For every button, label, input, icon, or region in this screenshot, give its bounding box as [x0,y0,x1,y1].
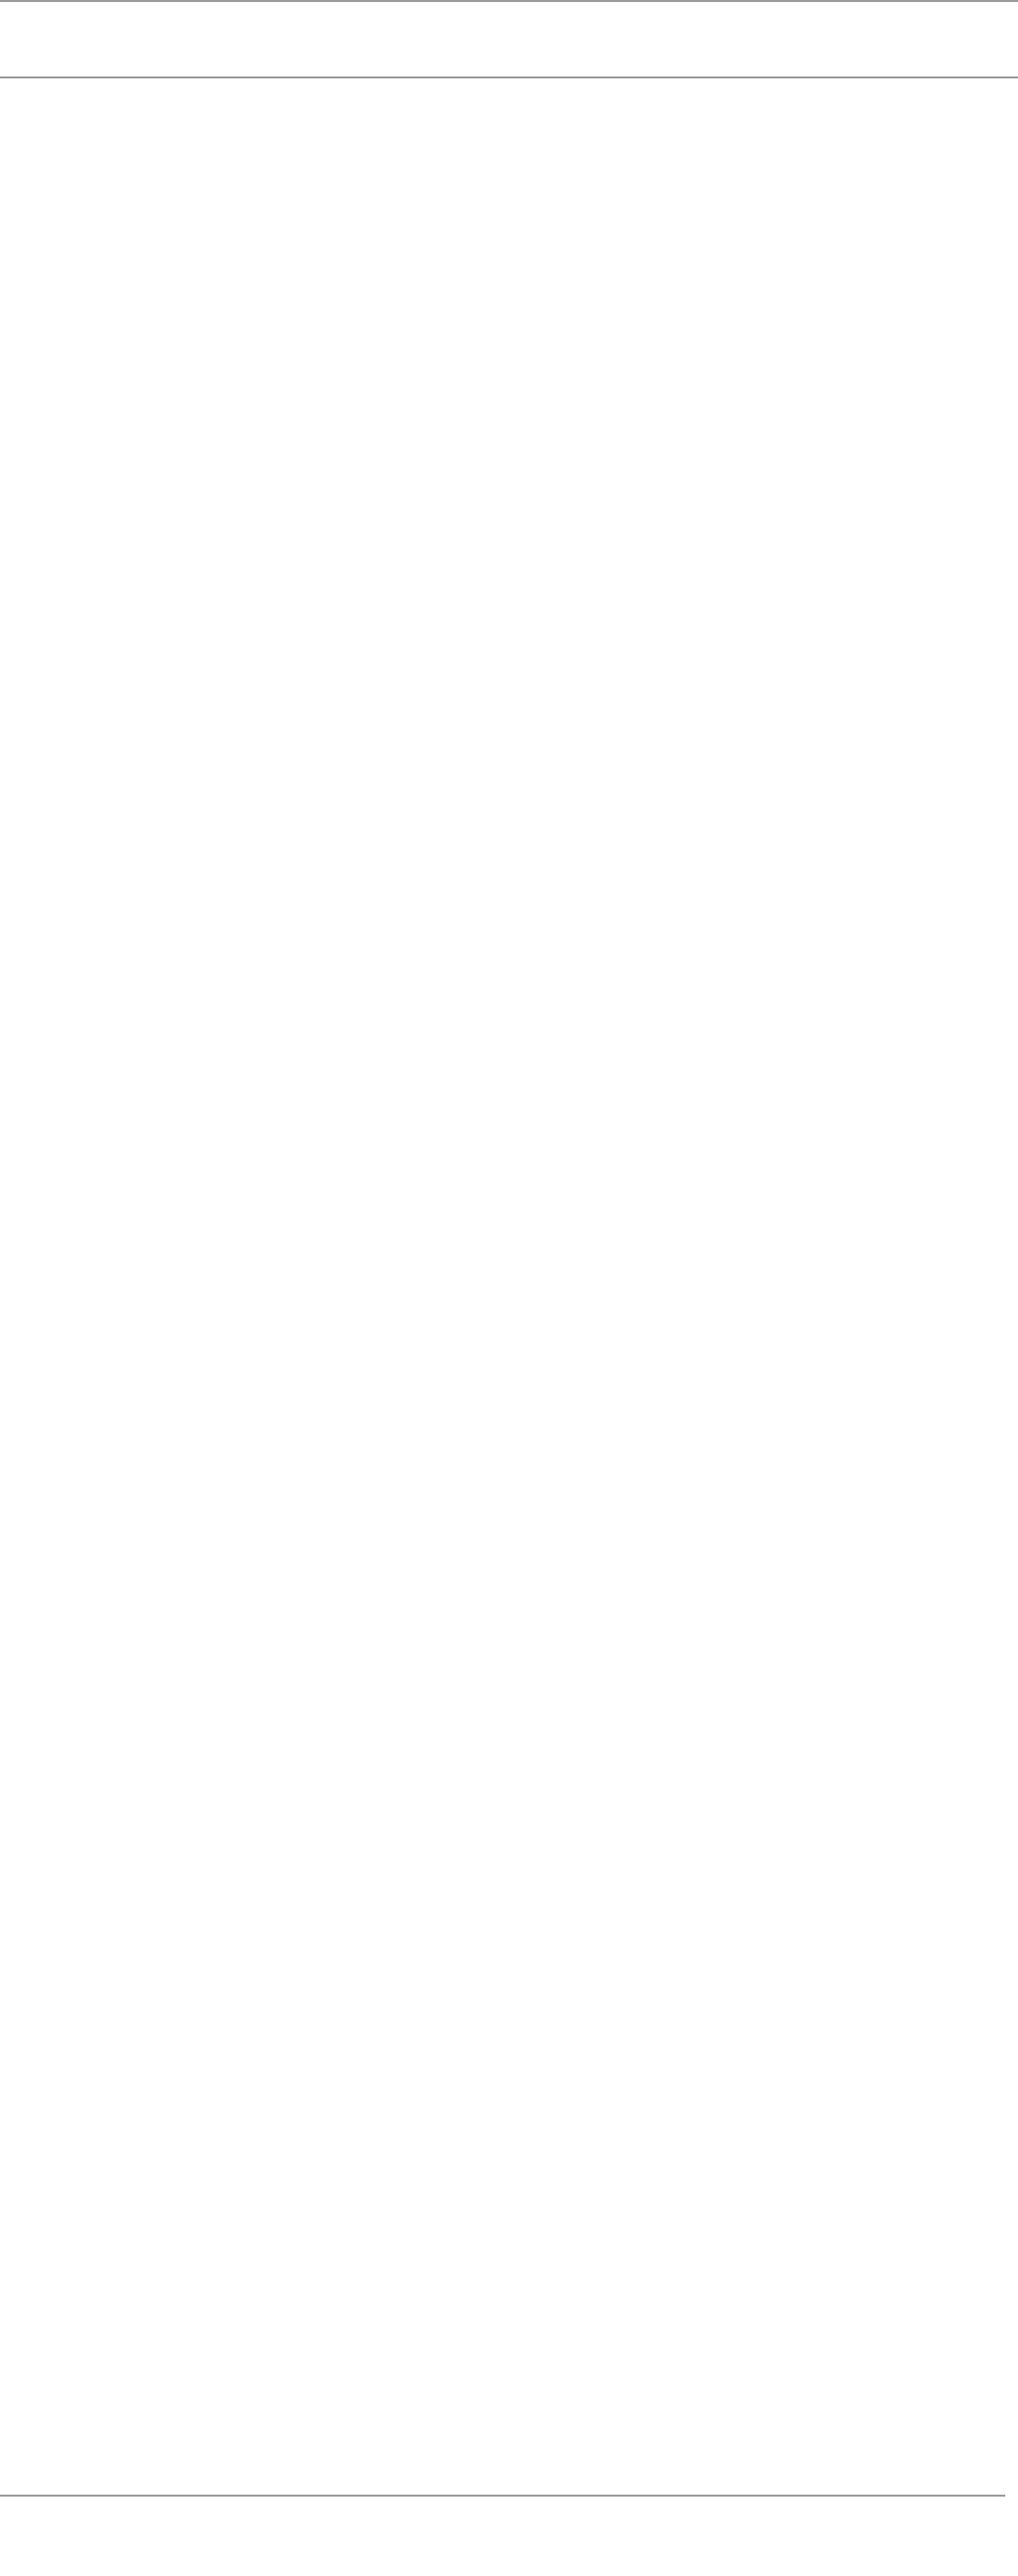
table-footnote [0,2495,1005,2506]
oligomer-table [0,0,1018,78]
header-oligomer-type [0,1,374,77]
header-row [0,1,1018,77]
table-header [0,1,1018,77]
header-structural-elements [374,1,1018,77]
